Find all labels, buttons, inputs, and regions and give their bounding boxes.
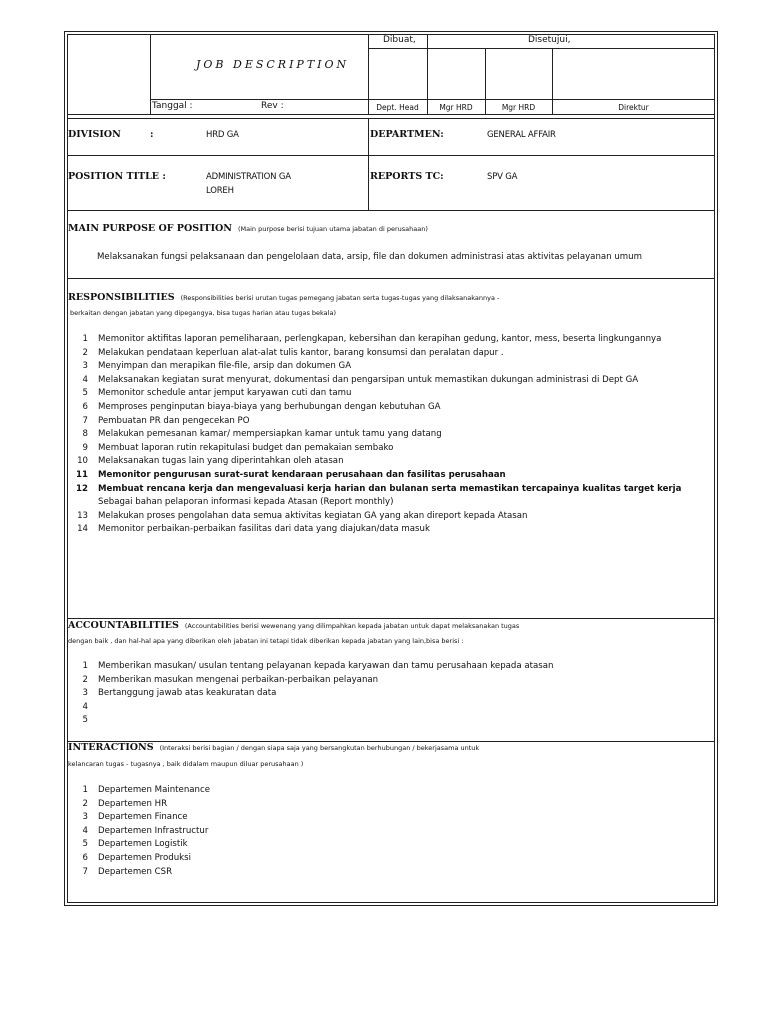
list-item-number: 5	[82, 715, 88, 726]
list-item	[70, 456, 710, 466]
list-item-number: 13	[77, 510, 88, 521]
list-item-text: Departemen Logistik	[98, 839, 188, 850]
section-rule	[67, 210, 715, 211]
list-item	[70, 334, 710, 344]
list-item-text: Memberikan masukan/ usulan tentang pelayanan kepada karyawan dan tamu perusahaan kepada atasan	[98, 661, 554, 671]
position-title-label: POSITION TITLE :	[68, 171, 166, 182]
position-location-value: LOREH	[206, 186, 234, 196]
list-item	[70, 402, 710, 412]
list-item	[70, 511, 710, 521]
main-purpose-heading	[68, 223, 428, 234]
division-value: HRD GA	[206, 130, 239, 140]
header-rule	[150, 99, 715, 100]
list-item-number: 5	[82, 388, 88, 399]
list-item-number: 4	[82, 374, 88, 385]
list-item	[70, 484, 710, 494]
list-item	[70, 688, 710, 698]
list-item-text: Departemen Maintenance	[98, 785, 210, 795]
list-item-text: Melaksanakan tugas lain yang diperintahkan oleh atasan	[98, 456, 344, 467]
position-title-value: ADMINISTRATION GA	[206, 172, 291, 182]
list-item	[70, 361, 710, 371]
section-rule	[67, 618, 715, 619]
tanggal-label: Tanggal :	[152, 101, 193, 111]
list-item-number: 2	[82, 347, 88, 358]
list-item-text: Departemen Finance	[98, 812, 188, 823]
list-item-number: 14	[77, 524, 88, 535]
division-label: DIVISION	[68, 129, 121, 140]
list-item	[70, 470, 710, 480]
list-item	[70, 785, 710, 795]
responsibilities-label: RESPONSIBILITIES	[68, 292, 175, 303]
interactions-label: INTERACTIONS	[68, 742, 154, 753]
list-item-number: 2	[82, 674, 88, 685]
header-divider	[368, 34, 369, 114]
list-item-number: 10	[77, 456, 88, 467]
list-item-number: 3	[82, 688, 88, 699]
list-item	[70, 853, 710, 863]
list-item-number: 6	[82, 853, 88, 863]
interactions-heading	[68, 742, 479, 753]
disetujui-label: Disetujui,	[528, 35, 571, 45]
list-item-text: Membuat laporan rutin rekapitulasi budget dan pemakaian sembako	[98, 442, 394, 453]
list-item-number: 1	[82, 785, 88, 795]
main-purpose-text: Melaksanakan fungsi pelaksanaan dan pengelolaan data, arsip, file dan dokumen administrasi atas aktivitas pelayanan umum	[97, 252, 642, 262]
main-purpose-note: (Main purpose berisi tujuan utama jabatan di perusahaan)	[238, 225, 428, 233]
reports-to-label: REPORTS TC:	[370, 171, 444, 182]
interactions-note-line2: kelancaran tugas - tugasnya , baik didalam maupun diluar perusahaan )	[68, 760, 304, 768]
header-divider	[150, 34, 151, 114]
list-item	[70, 497, 710, 507]
list-item-text: Memonitor perbaikan-perbaikan fasilitas dari data yang diajukan/data masuk	[98, 524, 430, 535]
list-item-number: 3	[82, 361, 88, 372]
accountabilities-heading	[68, 620, 519, 631]
list-item-text: Melakukan pendataan keperluan alat-alat tulis kantor, barang konsumsi dan peralatan dapur .	[98, 347, 504, 358]
list-item	[70, 429, 710, 439]
list-item-text: Melakukan pemesanan kamar/ mempersiapkan kamar untuk tamu yang datang	[98, 429, 442, 440]
departmen-value: GENERAL AFFAIR	[487, 130, 556, 140]
list-item	[70, 443, 710, 453]
list-item-number: 3	[82, 812, 88, 823]
list-item-text: Memproses penginputan biaya-biaya yang berhubungan dengan kebutuhan GA	[98, 402, 441, 412]
list-item-number: 5	[82, 839, 88, 850]
list-item-text: Melaksanakan kegiatan surat menyurat, dokumentasi dan pengarsipan untuk memastikan dukungan administrasi di Dept GA	[98, 374, 639, 385]
list-item-text: Bertanggung jawab atas keakuratan data	[98, 688, 277, 699]
info-divider	[368, 118, 369, 210]
list-item-text: Pembuatan PR dan pengecekan PO	[98, 415, 250, 426]
list-item	[70, 661, 710, 671]
list-item-number: 7	[82, 415, 88, 426]
list-item	[70, 715, 710, 725]
list-item	[70, 348, 710, 358]
accountabilities-label: ACCOUNTABILITIES	[68, 620, 179, 631]
list-item-text: Departemen CSR	[98, 866, 173, 877]
list-item	[70, 826, 710, 836]
signer-dept-head: Dept. Head	[376, 103, 419, 112]
signer-mgr-hrd: Mgr HRD	[439, 103, 473, 112]
list-item-number: 9	[82, 442, 88, 453]
list-item-number: 8	[82, 429, 88, 440]
division-colon: :	[150, 129, 154, 140]
list-item-number: 12	[76, 483, 88, 494]
responsibilities-note-line2: berkaitan dengan jabatan yang dipegangya, bisa tugas harian atau tugas bekala)	[70, 309, 336, 317]
list-item	[70, 416, 710, 426]
list-item-number: 2	[82, 798, 88, 809]
list-item-number: 1	[82, 334, 88, 344]
list-item-number: 4	[82, 825, 88, 836]
main-purpose-label: MAIN PURPOSE OF POSITION	[68, 223, 232, 234]
list-item	[70, 799, 710, 809]
list-item-text: Memonitor schedule antar jemput karyawan cuti dan tamu	[98, 388, 352, 399]
list-item	[70, 675, 710, 685]
list-item-text: Sebagai bahan pelaporan informasi kepada Atasan (Report monthly)	[98, 497, 394, 508]
departmen-label: DEPARTMEN:	[370, 129, 444, 140]
list-item-number: 11	[76, 470, 88, 480]
list-item-text: Departemen Produksi	[98, 853, 192, 863]
list-item-text: Memberikan masukan mengenai perbaikan-perbaikan pelayanan	[98, 674, 379, 685]
document-title: JOB DESCRIPTION	[196, 58, 350, 71]
list-item-text: Departemen HR	[98, 798, 168, 809]
list-item	[70, 812, 710, 822]
responsibilities-heading	[68, 292, 499, 303]
list-item-text: Membuat rencana kerja dan mengevaluasi kerja harian dan bulanan serta memastikan tercapainya kualitas target kerja	[98, 483, 682, 494]
list-item-text: Melakukan proses pengolahan data semua aktivitas kegiatan GA yang akan direport kepada Atasan	[98, 510, 528, 521]
list-item-text: Memonitor aktifitas laporan pemeliharaan, perlengkapan, kebersihan dan kerapihan gedung, kantor, mess, beserta lingkungannya	[98, 334, 662, 344]
accountabilities-note-line2: dengan baik , dan hal-hal apa yang diberikan oleh jabatan ini tetapi tidak diberikan kepada jabatan yang lain,bisa berisi :	[68, 637, 464, 645]
interactions-note: (Interaksi berisi bagian / dengan siapa saja yang bersangkutan berhubungan / bekerjasama untuk	[159, 744, 480, 752]
list-item	[70, 524, 710, 534]
signer-mgr-hrd: Mgr HRD	[501, 103, 536, 112]
list-item	[70, 867, 710, 877]
list-item-text: Memonitor pengurusan surat-surat kendaraan perusahaan dan fasilitas perusahaan	[98, 470, 506, 480]
section-rule	[67, 118, 715, 119]
list-item	[70, 702, 710, 712]
accountabilities-note: (Accountabilities berisi wewenang yang dilimpahkan kepada jabatan untuk dapat melaksanakan tugas	[184, 622, 520, 630]
list-item-number: 1	[82, 661, 88, 671]
list-item-number: 7	[82, 866, 88, 877]
dibuat-label: Dibuat,	[383, 35, 416, 45]
section-rule	[67, 155, 715, 156]
reports-to-value: SPV GA	[487, 172, 518, 182]
rev-label: Rev :	[261, 101, 284, 111]
section-rule	[67, 114, 715, 115]
responsibilities-note: (Responsibilities berisi urutan tugas pemegang jabatan serta tugas-tugas yang dilaksanakannya -	[180, 294, 500, 302]
list-item	[70, 375, 710, 385]
section-rule	[67, 278, 715, 279]
list-item	[70, 388, 710, 398]
list-item-text: Menyimpan dan merapikan file-file, arsip dan dokumen GA	[98, 361, 352, 372]
list-item-text: Departemen Infrastructur	[98, 825, 209, 836]
list-item-number: 6	[82, 402, 88, 412]
header-divider	[427, 34, 428, 48]
document-inner-border	[67, 34, 715, 903]
list-item	[70, 839, 710, 849]
signer-direktur: Direktur	[618, 103, 649, 112]
list-item-number: 4	[82, 701, 88, 712]
header-rule	[368, 48, 715, 49]
